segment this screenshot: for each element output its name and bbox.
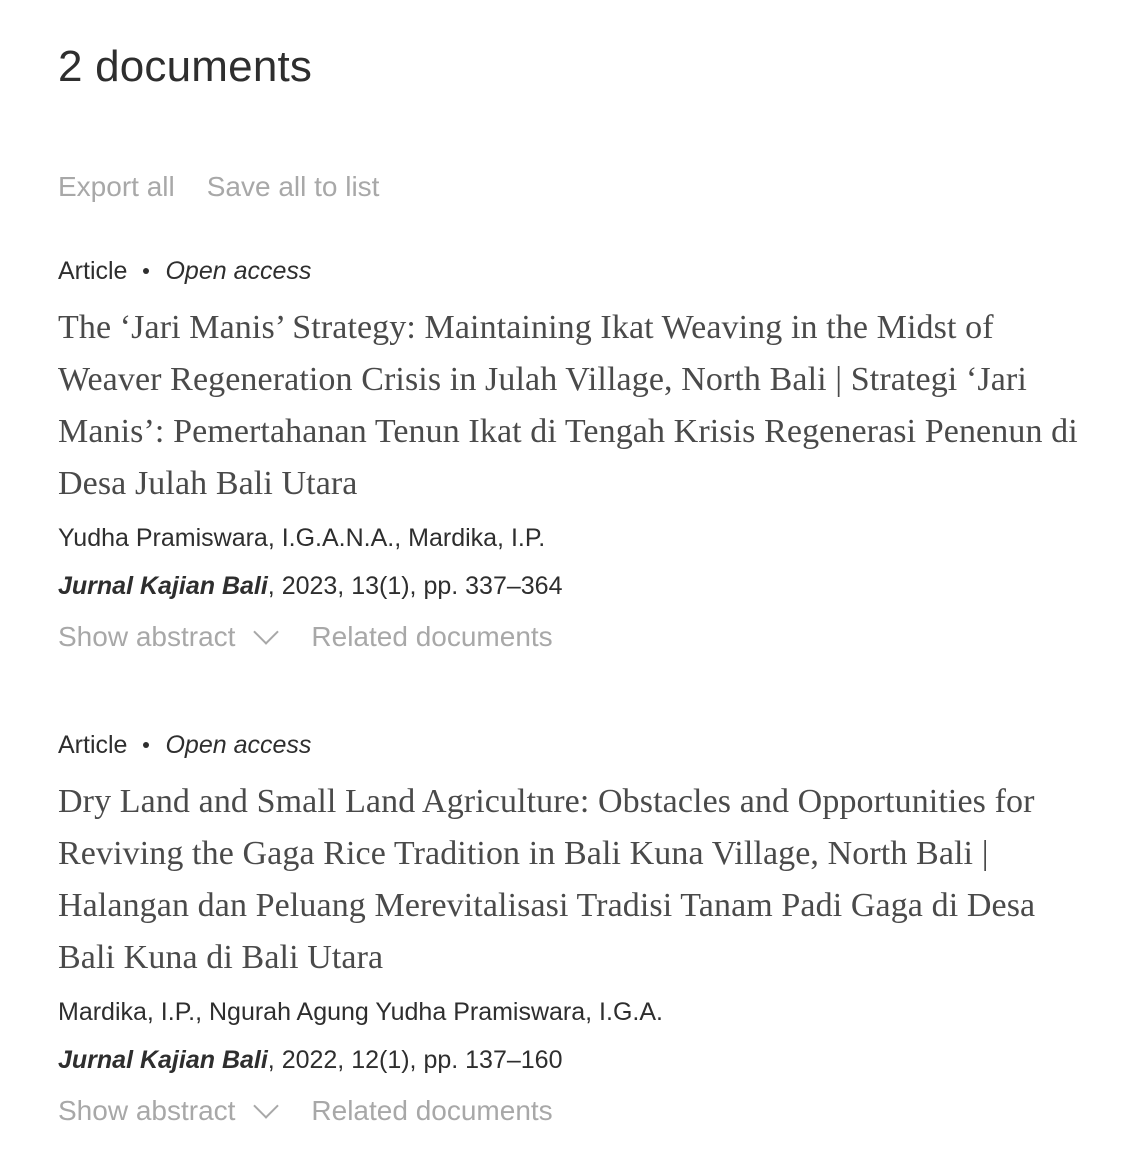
open-access-label: Open access xyxy=(165,731,312,759)
related-documents-link[interactable]: Related documents xyxy=(311,1095,553,1126)
journal-name: Jurnal Kajian Bali xyxy=(58,1046,268,1074)
related-documents-link[interactable]: Related documents xyxy=(311,621,553,652)
document-actions xyxy=(58,1092,1088,1130)
show-abstract-button[interactable] xyxy=(58,618,275,656)
chevron-down-icon xyxy=(254,619,279,644)
document-meta xyxy=(58,254,1088,288)
document-authors: Mardika, I.P., Ngurah Agung Yudha Pramiswara, I.G.A. xyxy=(58,998,663,1026)
document-source xyxy=(58,1042,1088,1078)
document-item xyxy=(58,254,1088,656)
journal-name: Jurnal Kajian Bali xyxy=(58,572,268,600)
show-abstract-label: Show abstract xyxy=(58,1095,236,1126)
open-access-label: Open access xyxy=(165,257,312,285)
chevron-down-icon xyxy=(254,1093,279,1118)
citation-details: , 2023, 13(1), pp. 337–364 xyxy=(267,572,563,600)
export-all-button[interactable]: Export all xyxy=(58,171,175,202)
show-abstract-button[interactable] xyxy=(58,1092,275,1130)
document-type: Article xyxy=(58,257,128,285)
show-abstract-label: Show abstract xyxy=(58,621,236,652)
document-title-link[interactable]: Dry Land and Small Land Agriculture: Obstacles and Opportunities for Reviving the Gaga Rice Tradition in Bali Kuna Village, North Bali | Halangan dan Peluang Merevitalisasi Tradisi Tanam Padi Gaga di Desa Bali Kuna di Bali Utara xyxy=(58,783,1036,976)
document-meta xyxy=(58,728,1088,762)
document-type: Article xyxy=(58,731,128,759)
citation-details: , 2022, 12(1), pp. 137–160 xyxy=(267,1046,563,1074)
separator-dot-icon xyxy=(143,268,149,274)
separator-dot-icon xyxy=(143,742,149,748)
save-all-to-list-button[interactable]: Save all to list xyxy=(206,171,380,202)
document-authors: Yudha Pramiswara, I.G.A.N.A., Mardika, I.P. xyxy=(58,524,546,552)
document-item xyxy=(58,728,1088,1130)
result-count: 2 documents xyxy=(58,42,313,91)
document-actions xyxy=(58,618,1088,656)
document-source xyxy=(58,568,1088,604)
document-title-link[interactable]: The ‘Jari Manis’ Strategy: Maintaining Ikat Weaving in the Midst of Weaver Regeneration Crisis in Julah Village, North Bali | Strategi ‘Jari Manis’: Pemertahanan Tenun Ikat di Tengah Krisis Regenerasi Penenun di Desa Julah Bali Utara xyxy=(58,309,1078,502)
bulk-actions xyxy=(58,168,379,206)
